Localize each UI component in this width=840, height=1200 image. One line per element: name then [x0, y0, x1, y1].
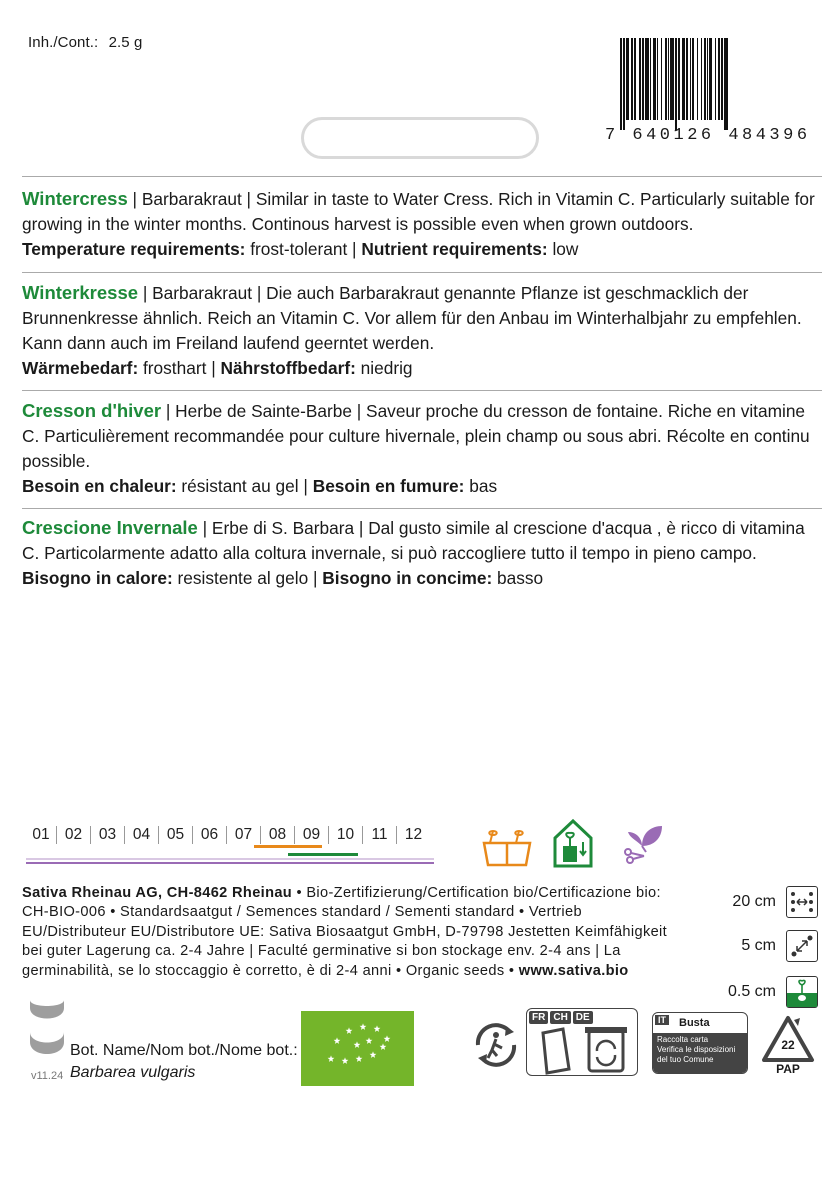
- sowing-depth-icon: [786, 976, 818, 1008]
- italian-label-line: Raccolta carta: [657, 1035, 709, 1044]
- month-label: 10: [328, 826, 362, 844]
- variety-name: Winterkresse: [22, 282, 139, 303]
- latin-name: Barbarea vulgaris: [70, 1064, 196, 1081]
- requirement-label: Bisogno in concime:: [322, 568, 493, 588]
- variety-name: Wintercress: [22, 188, 128, 209]
- eu-star: [370, 1051, 377, 1058]
- pap-label: PAP: [776, 1062, 800, 1076]
- requirement-label: Wärmebedarf:: [22, 358, 139, 378]
- recycling-countries-box: [526, 1008, 638, 1076]
- greenhouse-icon: [552, 818, 594, 868]
- company-name: Sativa Rheinau AG, CH-8462 Rheinau: [22, 885, 293, 901]
- website-link[interactable]: www.sativa.bio: [518, 962, 629, 979]
- description-it: [22, 515, 822, 591]
- plant-spacing-value: 5 cm: [741, 937, 776, 954]
- requirement-value: low: [547, 239, 579, 259]
- month-label: 01: [32, 826, 50, 843]
- barcode-number: 7 640126 484396: [605, 126, 811, 145]
- eu-star: [354, 1041, 361, 1048]
- pap-number: 22: [781, 1038, 795, 1052]
- packet-window: [301, 117, 539, 159]
- requirement-label: Besoin en chaleur:: [22, 476, 177, 496]
- tidyman-recycle-icon: [470, 1020, 522, 1070]
- description-text: | Herbe de Sainte-Barbe | Saveur proche du cresson de fontaine. Riche en vitamine C. Particulièrement recommandée pour culture hivernale, plein champ ou sous abri. Récolte en continu possible.: [22, 401, 810, 471]
- eu-star: [346, 1027, 353, 1034]
- sowing-period-bar: [254, 845, 322, 848]
- eu-star: [334, 1037, 341, 1044]
- requirement-label: Bisogno in calore:: [22, 568, 173, 588]
- month-label: 05: [158, 826, 192, 844]
- description-text: | Barbarakraut | Die auch Barbarakraut genannte Pflanze ist geschmacklich der Brunnenkresse ähnlich. Reich an Vitamin C. Vor allem für den Anbau im Winterhalbjahr zu empfehlen. Kann dann auch im Freiland laufend geerntet werden.: [22, 283, 802, 353]
- month-label: 03: [90, 826, 124, 844]
- plant-spacing: [741, 930, 818, 962]
- month-label: 11: [362, 826, 396, 844]
- month-label: 04: [124, 826, 158, 844]
- divider: [22, 508, 822, 509]
- sowing-calendar: [26, 824, 436, 864]
- requirement-value: niedrig: [355, 358, 413, 378]
- eu-star: [380, 1043, 387, 1050]
- eu-organic-logo: [301, 1011, 414, 1086]
- net-content-value: 2.5 g: [108, 34, 143, 51]
- description-en: [22, 186, 822, 262]
- requirement-label: Nutrient requirements:: [361, 239, 548, 259]
- net-content-label: Inh./Cont.:: [28, 34, 99, 51]
- requirement-label: Besoin en fumure:: [312, 476, 465, 496]
- italian-recycling-label: [652, 1012, 748, 1074]
- barcode: [605, 38, 820, 148]
- month-label: 08: [260, 826, 294, 844]
- italian-label-line: del tuo Comune: [657, 1055, 714, 1064]
- month-label: 12: [396, 826, 430, 844]
- country-badge: CH: [550, 1011, 570, 1024]
- row-spacing-icon: [786, 886, 818, 918]
- italian-label-line: Verifica le disposizioni: [657, 1045, 736, 1054]
- country-badge-it: IT: [655, 1015, 669, 1025]
- requirement-value: frost-tolerant |: [245, 239, 362, 259]
- country-badges: [529, 1011, 593, 1024]
- row-spacing-value: 20 cm: [732, 893, 776, 910]
- requirement-value: resistente al gelo |: [172, 568, 323, 588]
- sativa-logo-icon: [26, 998, 68, 1064]
- eu-star: [360, 1023, 367, 1030]
- divider: [22, 390, 822, 391]
- eu-star: [366, 1037, 373, 1044]
- producer-address: [22, 884, 672, 981]
- month-label: 07: [226, 826, 260, 844]
- row-spacing: [732, 886, 818, 918]
- harvest-period-bar: [288, 853, 358, 856]
- description-fr: [22, 398, 822, 499]
- month-label: 02: [56, 826, 90, 844]
- pap22-recycle-icon: [758, 1014, 818, 1078]
- country-badge: DE: [573, 1011, 593, 1024]
- requirement-label: Nährstoffbedarf:: [220, 358, 356, 378]
- version-label: v11.24: [31, 1070, 64, 1082]
- requirement-value: bas: [464, 476, 498, 496]
- italian-label-title: Busta: [679, 1017, 710, 1029]
- sowing-depth: [728, 976, 818, 1008]
- description-text: | Erbe di S. Barbara | Dal gusto simile al crescione d'acqua , è ricco di vitamina C. Particolarmente adatto alla coltura invernale, si può raccogliere tutto il tempo in pieno campo.: [22, 518, 805, 563]
- net-content: [28, 34, 142, 51]
- barcode-bar: [728, 38, 729, 120]
- calendar-line: [26, 858, 434, 860]
- requirement-value: basso: [492, 568, 544, 588]
- month-label: 06: [192, 826, 226, 844]
- certification-text: • Bio-Zertifizierung/Certification bio/Certificazione bio: CH-BIO-006 • Standardsaatgut / Semences standard / Sementi standard • Vertrieb EU/Distributeur EU/Distributore UE: Sativa Biosaatgut GmbH, D-79798 Jestetten Keimfähigkeit bei guter Lagerung ca. 2-4 Jahre | Faculté germinative si bon stockage env. 2-4 ans | La germinabilità, se lo stoccaggio è corretto, è di 2-4 anni • Organic seeds •: [22, 885, 668, 979]
- divider: [22, 272, 822, 273]
- eu-star: [384, 1035, 391, 1042]
- seedling-tray-icon: [482, 829, 532, 869]
- country-badge: FR: [529, 1011, 548, 1024]
- description-text: | Barbarakraut | Similar in taste to Water Cress. Rich in Vitamin C. Particularly suitable for growing in the winter months. Continous harvest is possible even when grown outdoors.: [22, 189, 815, 234]
- botanical-name: [70, 1040, 298, 1084]
- eu-star: [374, 1025, 381, 1032]
- barcode-bars: [620, 38, 820, 124]
- variety-name: Crescione Invernale: [22, 517, 198, 538]
- eu-star: [356, 1055, 363, 1062]
- requirement-value: résistant au gel |: [176, 476, 313, 496]
- eu-star: [342, 1057, 349, 1064]
- eu-star: [328, 1055, 335, 1062]
- month-label: 09: [294, 826, 328, 844]
- description-de: [22, 280, 822, 381]
- italian-label-text: [653, 1033, 747, 1073]
- harvest-scissors-icon: [622, 822, 666, 864]
- month-row: [26, 824, 436, 846]
- divider: [22, 176, 822, 177]
- calendar-line: [26, 862, 434, 864]
- sowing-depth-value: 0.5 cm: [727, 983, 776, 1000]
- requirement-label: Temperature requirements:: [22, 239, 246, 259]
- variety-name: Cresson d'hiver: [22, 400, 162, 421]
- plant-spacing-icon: [786, 930, 818, 962]
- requirement-value: frosthart |: [138, 358, 221, 378]
- botanical-label: Bot. Name/Nom bot./Nome bot.:: [70, 1042, 298, 1059]
